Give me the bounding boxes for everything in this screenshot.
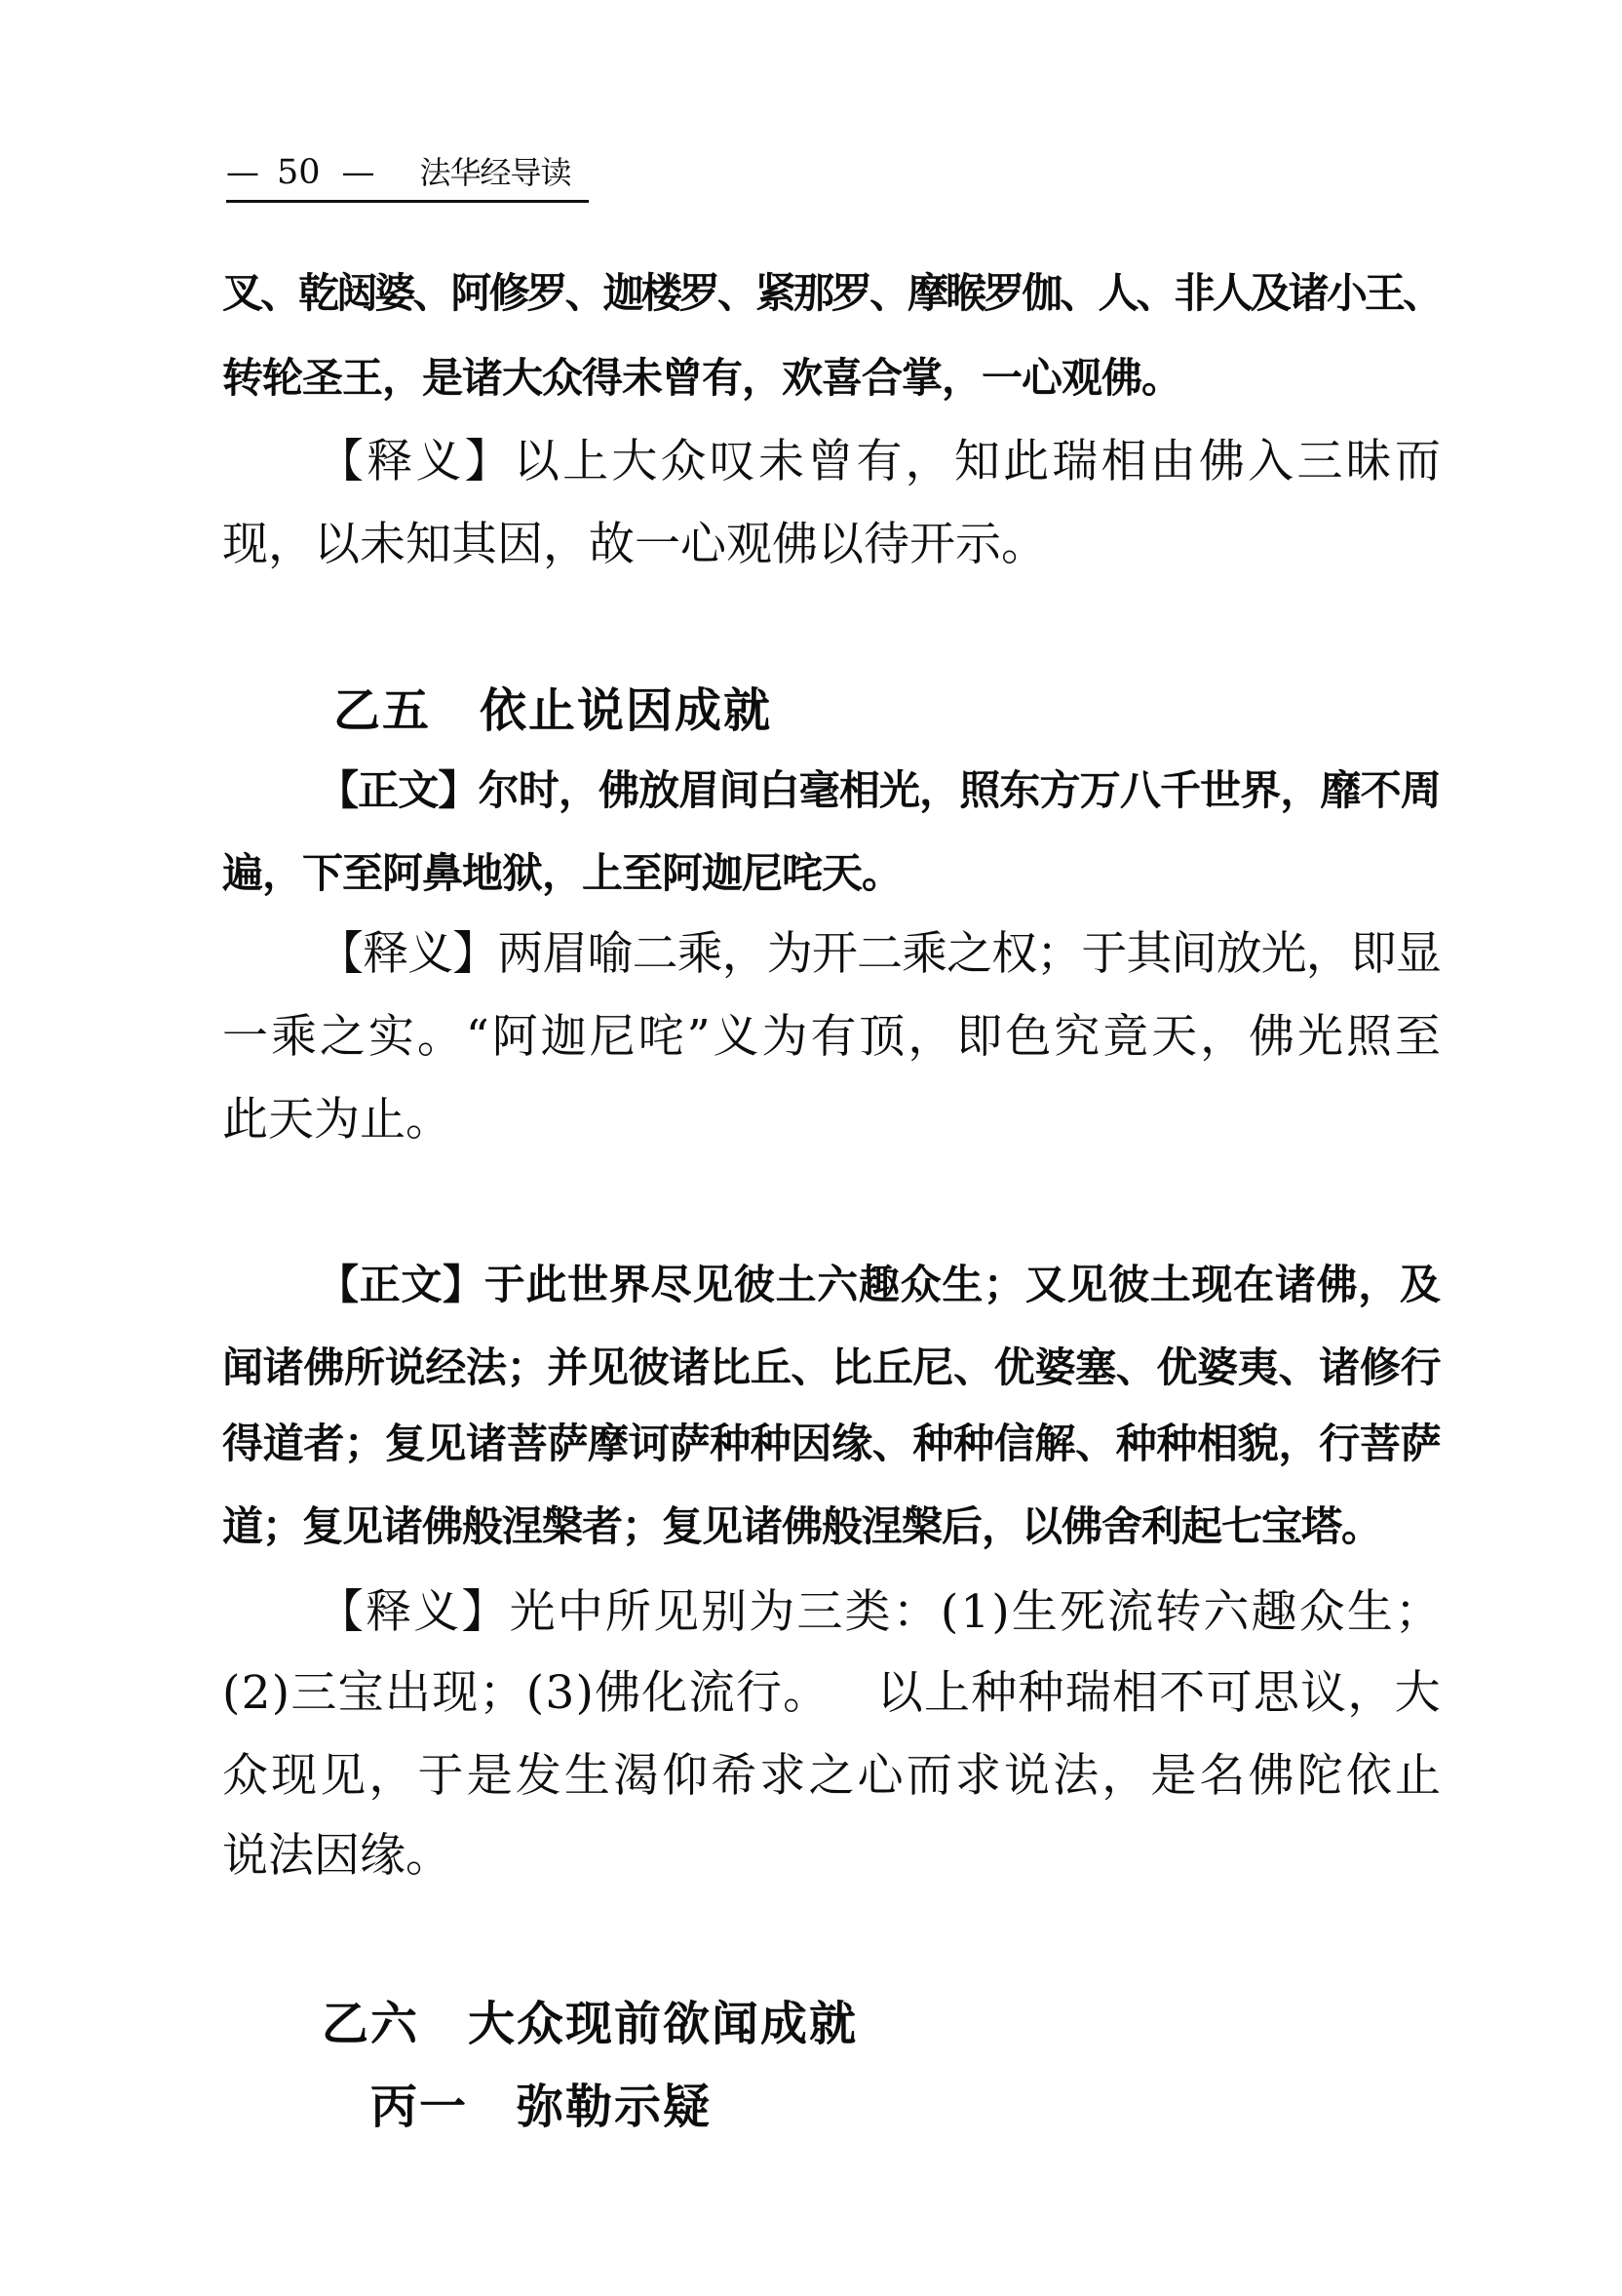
commentary-line: 众 现 见 ， 于 是 发 生 渴 仰 希 求 之 心 而 求 说 法 ， 是 名 佛 陀 依 止 — [222, 1749, 1441, 1803]
commentary-line: 【 释 义 】 两 眉 喻 二 乘 ， 为 开 二 乘 之 权 ； 于 其 间 放 光 ， 即 显 — [318, 927, 1442, 981]
scripture-line: 叉 、 乾 闼 婆 、 阿 修 罗 、 迦 楼 罗 、 紧 那 罗 、 摩 睺 罗 伽 、 人 、 非 人 及 诸 小 王 、 — [222, 269, 1444, 317]
scripture-line: 闻 诸 佛 所 说 经 法 ； 并 见 彼 诸 比 丘 、 比 丘 尼 、 优 婆 塞 、 优 婆 夷 、 诸 修 行 — [222, 1343, 1442, 1391]
header-dash-right: — — [341, 153, 375, 192]
commentary-line: 现，以未知其因，故一心观佛以待开示。 — [222, 518, 1047, 571]
section-heading-yiliu: 乙六 大众现前欲闻成就 — [322, 1997, 859, 2051]
scripture-line: 转轮圣王，是诸大众得未曾有，欢喜合掌，一心观佛。 — [222, 354, 1182, 402]
section-heading-bingyi: 丙一 弥勒示疑 — [370, 2080, 713, 2134]
commentary-line: 说法因缘。 — [222, 1829, 451, 1883]
scripture-line: 得 道 者 ； 复 见 诸 菩 萨 摩 诃 萨 种 种 因 缘 、 种 种 信 解 、 种 种 相 貌 ， 行 菩 萨 — [222, 1420, 1442, 1467]
commentary-line: 此天为止。 — [222, 1093, 451, 1147]
scripture-line: 道；复见诸佛般涅槃者；复见诸佛般涅槃后，以佛舍利起七宝塔。 — [222, 1502, 1382, 1550]
header-book-title: 法华经导读 — [419, 154, 571, 191]
header-page-number: 50 — [277, 153, 321, 192]
scripture-line: 【 正 文 】 于 此 世 界 尽 见 彼 土 六 趣 众 生 ； 又 见 彼 土 现 在 诸 佛 ， 及 — [318, 1261, 1441, 1308]
running-head — [226, 153, 589, 203]
commentary-line: 【 释 义 】 以 上 大 众 叹 未 曾 有 ， 知 此 瑞 相 由 佛 入 三 昧 而 — [318, 435, 1441, 488]
header-dash-left: — — [226, 153, 259, 192]
commentary-line: 【 释 义 】 光 中 所 见 别 为 三 类 ： ( 1 ) 生 死 流 转 六 趣 众 生 ； — [318, 1585, 1441, 1639]
section-heading-yiwu: 乙五 依止说因成就 — [333, 683, 773, 738]
commentary-line: ( 2 ) 三 宝 出 现 ； ( 3 ) 佛 化 流 行 。 以 上 种 种 瑞 相 不 可 思 议 ， 大 — [222, 1666, 1441, 1720]
scripture-line: 遍，下至阿鼻地狱，上至阿迦尼咤天。 — [222, 849, 903, 897]
scripture-line: 【 正 文 】 尔 时 ， 佛 放 眉 间 白 毫 相 光 ， 照 东 方 万 八 千 世 界 ， 靡 不 周 — [318, 766, 1442, 814]
commentary-line: 一 乘 之 实 。 “ 阿 迦 尼 咤 ” 义 为 有 顶 ， 即 色 究 竟 天 ， 佛 光 照 至 — [222, 1010, 1441, 1064]
